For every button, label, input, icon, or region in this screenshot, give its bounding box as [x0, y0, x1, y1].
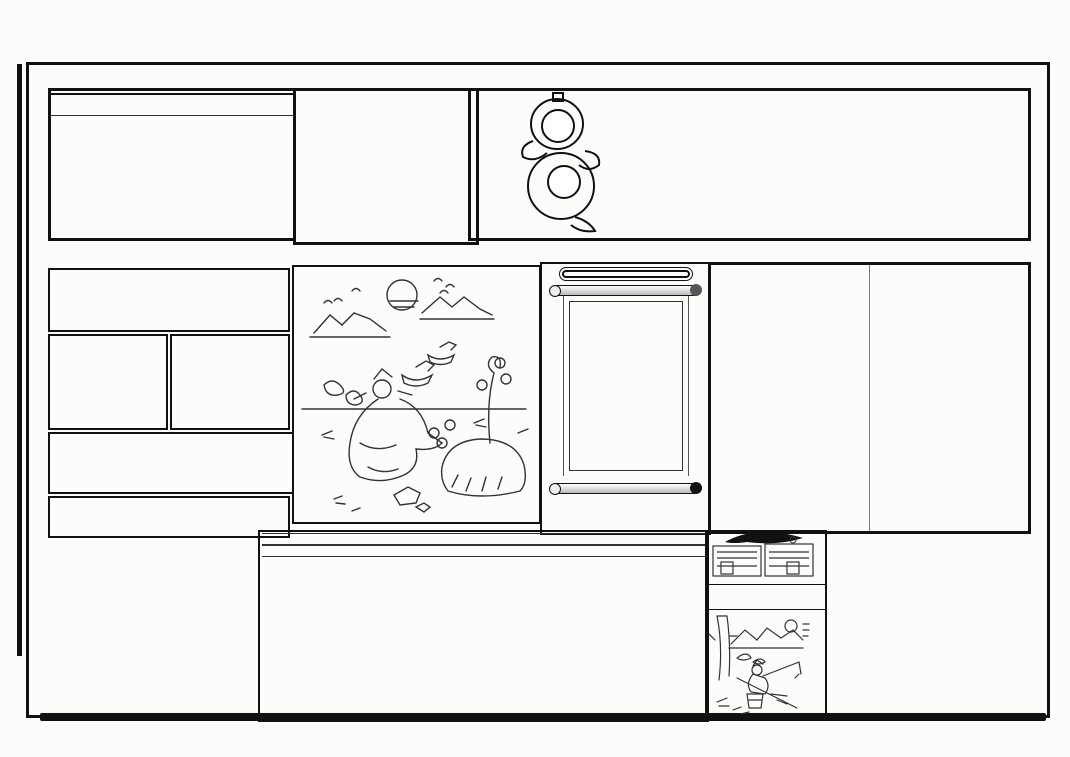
- trend-dot-matrix: [258, 530, 709, 722]
- article-double-numbers: [870, 265, 1028, 531]
- gourd-icon: [509, 91, 609, 238]
- analysis-articles-panel: [708, 262, 1031, 534]
- prediction-double: [170, 334, 290, 430]
- treasure-title: [562, 270, 690, 278]
- fortune-box: [293, 88, 479, 245]
- treasure-map-panel: [540, 262, 711, 535]
- prediction-bonus-phrase: [48, 496, 290, 538]
- matrix-number-row-bottom: [262, 545, 705, 557]
- picture-decoder-box: [705, 530, 827, 720]
- matrix-number-row-top: [262, 533, 705, 545]
- prediction-heading: [48, 268, 290, 332]
- hot-cold-table: [48, 88, 296, 241]
- ink-painting: [292, 265, 541, 524]
- table-header-row: [51, 95, 293, 116]
- prediction-small: [48, 334, 168, 430]
- prediction-numbers: [48, 432, 294, 494]
- left-border-strip: [30, 88, 48, 706]
- lottery-name-vertical: [471, 91, 509, 238]
- article-small-numbers: [711, 265, 870, 531]
- hanging-scroll: [563, 296, 689, 476]
- fisherman-drawing: [707, 610, 825, 716]
- gourd-number-bottom: [547, 165, 581, 199]
- left-edge-bar: [17, 64, 22, 656]
- decoder-title: [707, 585, 825, 610]
- masthead-banner: [468, 88, 1031, 241]
- scroll-top-roller: [552, 285, 699, 296]
- scroll-bottom-roller: [552, 483, 699, 494]
- top-border-strip: [34, 66, 1046, 86]
- gourd-number-top: [541, 109, 575, 143]
- decoder-screen-drawing: [707, 532, 825, 585]
